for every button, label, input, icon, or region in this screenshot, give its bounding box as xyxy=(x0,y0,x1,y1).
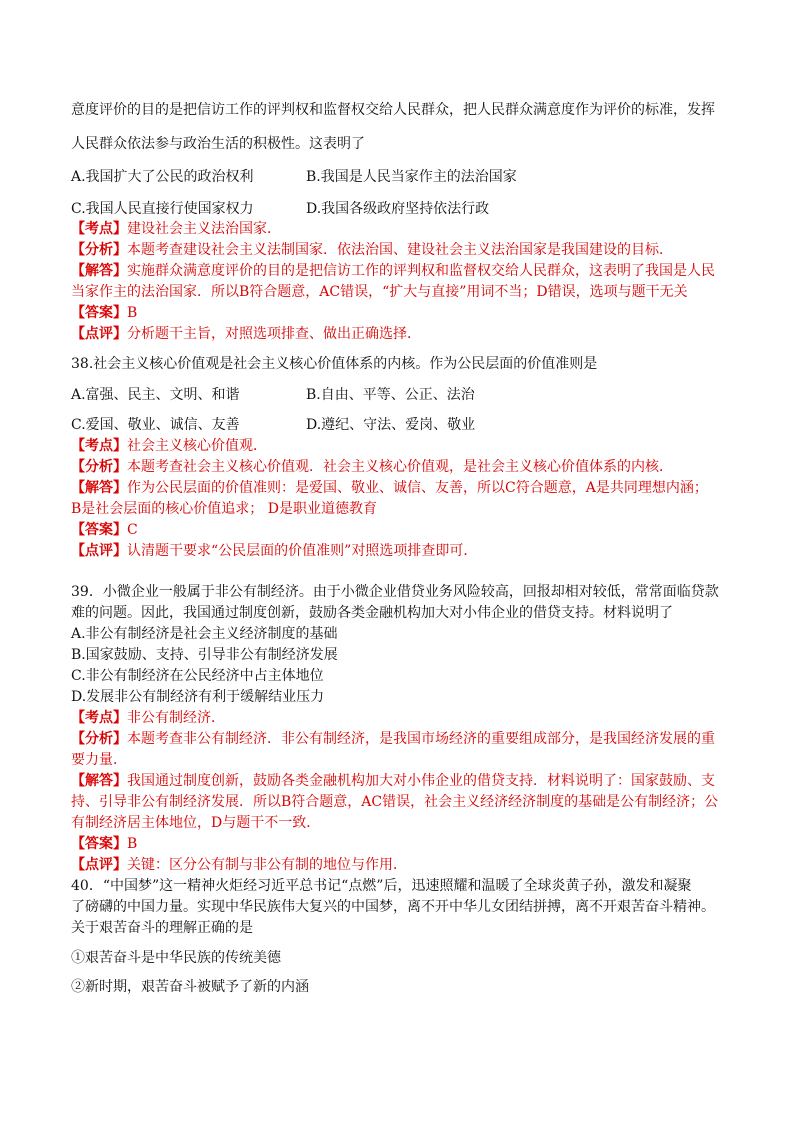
q40-stem-line1: 40．“中国梦”这一精神火炬经习近平总书记“点燃”后，迅速照耀和温暖了全球炎黄子孙，激发和凝聚 xyxy=(71,878,692,894)
dianping-text: 关键：区分公有制与非公有制的地位与作用． xyxy=(127,857,407,873)
q39-option-d: D.发展非公有制经济有利于缓解结业压力 xyxy=(71,689,325,705)
q39-dianping xyxy=(71,855,407,875)
q38-stem: 38.社会主义核心价值观是社会主义核心价值体系的内核。作为公民层面的价值准则是 xyxy=(71,356,598,372)
q37-daan xyxy=(71,303,137,323)
kaodian-text: 非公有制经济． xyxy=(127,710,225,726)
jieda-tag: 【解答】 xyxy=(71,480,127,496)
q39-option-b: B.国家鼓励、支持、引导非公有制经济发展 xyxy=(71,647,338,663)
daan-tag: 【答案】 xyxy=(71,522,127,538)
q38-option-d: D.遵纪、守法、爱岗、敬业 xyxy=(306,417,476,433)
q39-jieda-line1 xyxy=(71,771,715,791)
q37-options-row2 xyxy=(71,199,731,219)
q37-dianping xyxy=(71,324,421,344)
daan-text: C xyxy=(127,522,138,538)
q40-stem-line2: 了磅礴的中国力量。实现中华民族伟大复兴的中国梦，离不开中华儿女团结拼搏，离不开艰苦奋斗精神。 xyxy=(71,899,715,915)
fenxi-text: 本题考查非公有制经济．非公有制经济，是我国市场经济的重要组成部分，是我国经济发展的重 xyxy=(127,731,715,747)
q37-option-d: D.我国各级政府坚持依法行政 xyxy=(306,201,490,217)
jieda-text: 我国通过制度创新，鼓励各类金融机构加大对小伟企业的借贷支持．材料说明了：国家鼓励、支 xyxy=(127,773,715,789)
jieda-tag: 【解答】 xyxy=(71,773,127,789)
q39-stem-line1: 39．小微企业一般属于非公有制经济。由于小微企业借贷业务风险较高，回报却相对较低，常常面临贷款 xyxy=(71,584,719,600)
kaodian-text: 社会主义核心价值观． xyxy=(127,438,267,454)
dianping-tag: 【点评】 xyxy=(71,326,127,342)
fenxi-tag: 【分析】 xyxy=(71,242,127,258)
q38-dianping xyxy=(71,541,477,561)
fenxi-tag: 【分析】 xyxy=(71,731,127,747)
q38-options-row1 xyxy=(71,385,731,405)
q37-stem-line1: 意度评价的目的是把信访工作的评判权和监督权交给人民群众，把人民群众满意度作为评价的标准，发挥 xyxy=(71,102,715,118)
q38-options-row2 xyxy=(71,415,731,435)
q37-option-c: C.我国人民直接行使国家权力 xyxy=(71,201,254,217)
dianping-tag: 【点评】 xyxy=(71,857,127,873)
daan-tag: 【答案】 xyxy=(71,305,127,321)
jieda-tag: 【解答】 xyxy=(71,263,127,279)
fenxi-tag: 【分析】 xyxy=(71,459,127,475)
q37-jieda-line2: 当家作主的法治国家．所以B符合题意，AC错误，“扩大与直接”用词不当；D错误，选项与题干无关 xyxy=(71,284,688,300)
fenxi-text: 本题考查社会主义核心价值观．社会主义核心价值观，是社会主义核心价值体系的内核． xyxy=(127,459,673,475)
q37-jieda-line1 xyxy=(71,261,715,281)
q38-jieda-line2: B是社会层面的核心价值追求； D是职业道德教育 xyxy=(71,501,377,517)
kaodian-tag: 【考点】 xyxy=(71,710,127,726)
kaodian-tag: 【考点】 xyxy=(71,221,127,237)
q37-options-row1 xyxy=(71,167,731,187)
q39-jieda-line3: 有制经济居主体地位，D与题干不一致． xyxy=(71,815,321,831)
q38-fenxi xyxy=(71,457,673,477)
q37-fenxi xyxy=(71,240,673,260)
q38-option-c: C.爱国、敬业、诚信、友善 xyxy=(71,417,240,433)
daan-text: B xyxy=(127,305,138,321)
kaodian-text: 建设社会主义法治国家． xyxy=(127,221,281,237)
daan-text: B xyxy=(127,836,138,852)
dianping-text: 分析题干主旨，对照选项排查、做出正确选择． xyxy=(127,326,421,342)
q38-option-a: A.富强、民主、文明、和谐 xyxy=(71,387,240,403)
q40-item-2: ②新时期，艰苦奋斗被赋予了新的内涵 xyxy=(71,979,309,995)
q39-fenxi-line2: 要力量． xyxy=(71,752,127,768)
jieda-text: 作为公民层面的价值准则：是爱国、敬业、诚信、友善，所以C符合题意，A是共同理想内涵； xyxy=(127,480,708,496)
q38-daan xyxy=(71,520,138,540)
dianping-tag: 【点评】 xyxy=(71,543,127,559)
q38-kaodian xyxy=(71,436,267,456)
q39-kaodian xyxy=(71,708,225,728)
q38-jieda-line1 xyxy=(71,478,708,498)
q40-item-1: ①艰苦奋斗是中华民族的传统美德 xyxy=(71,950,281,966)
q37-stem-line2: 人民群众依法参与政治生活的积极性。这表明了 xyxy=(71,136,365,152)
jieda-text: 实施群众满意度评价的目的是把信访工作的评判权和监督权交给人民群众，这表明了我国是人民 xyxy=(127,263,715,279)
q39-stem-line2: 难的问题。因此，我国通过制度创新，鼓励各类金融机构加大对小伟企业的借贷支持。材料说明了 xyxy=(71,605,673,621)
q39-option-a: A.非公有制经济是社会主义经济制度的基础 xyxy=(71,626,338,642)
kaodian-tag: 【考点】 xyxy=(71,438,127,454)
q39-fenxi-line1 xyxy=(71,729,715,749)
q40-stem-line3: 关于艰苦奋斗的理解正确的是 xyxy=(71,920,253,936)
q39-option-c: C.非公有制经济在公民经济中占主体地位 xyxy=(71,668,324,684)
q38-option-b: B.自由、平等、公正、法治 xyxy=(306,387,475,403)
q39-daan xyxy=(71,834,137,854)
fenxi-text: 本题考查建设社会主义法制国家．依法治国、建设社会主义法治国家是我国建设的目标． xyxy=(127,242,673,258)
q39-jieda-line2: 持、引导非公有制经济发展．所以B符合题意，AC错误，社会主义经济经济制度的基础是公有制经济；公 xyxy=(71,794,719,810)
q37-option-a: A.我国扩大了公民的政治权利 xyxy=(71,169,254,185)
q37-kaodian xyxy=(71,219,281,239)
q37-option-b: B.我国是人民当家作主的法治国家 xyxy=(306,169,517,185)
daan-tag: 【答案】 xyxy=(71,836,127,852)
dianping-text: 认清题干要求“公民层面的价值准则”对照选项排查即可． xyxy=(127,543,478,559)
